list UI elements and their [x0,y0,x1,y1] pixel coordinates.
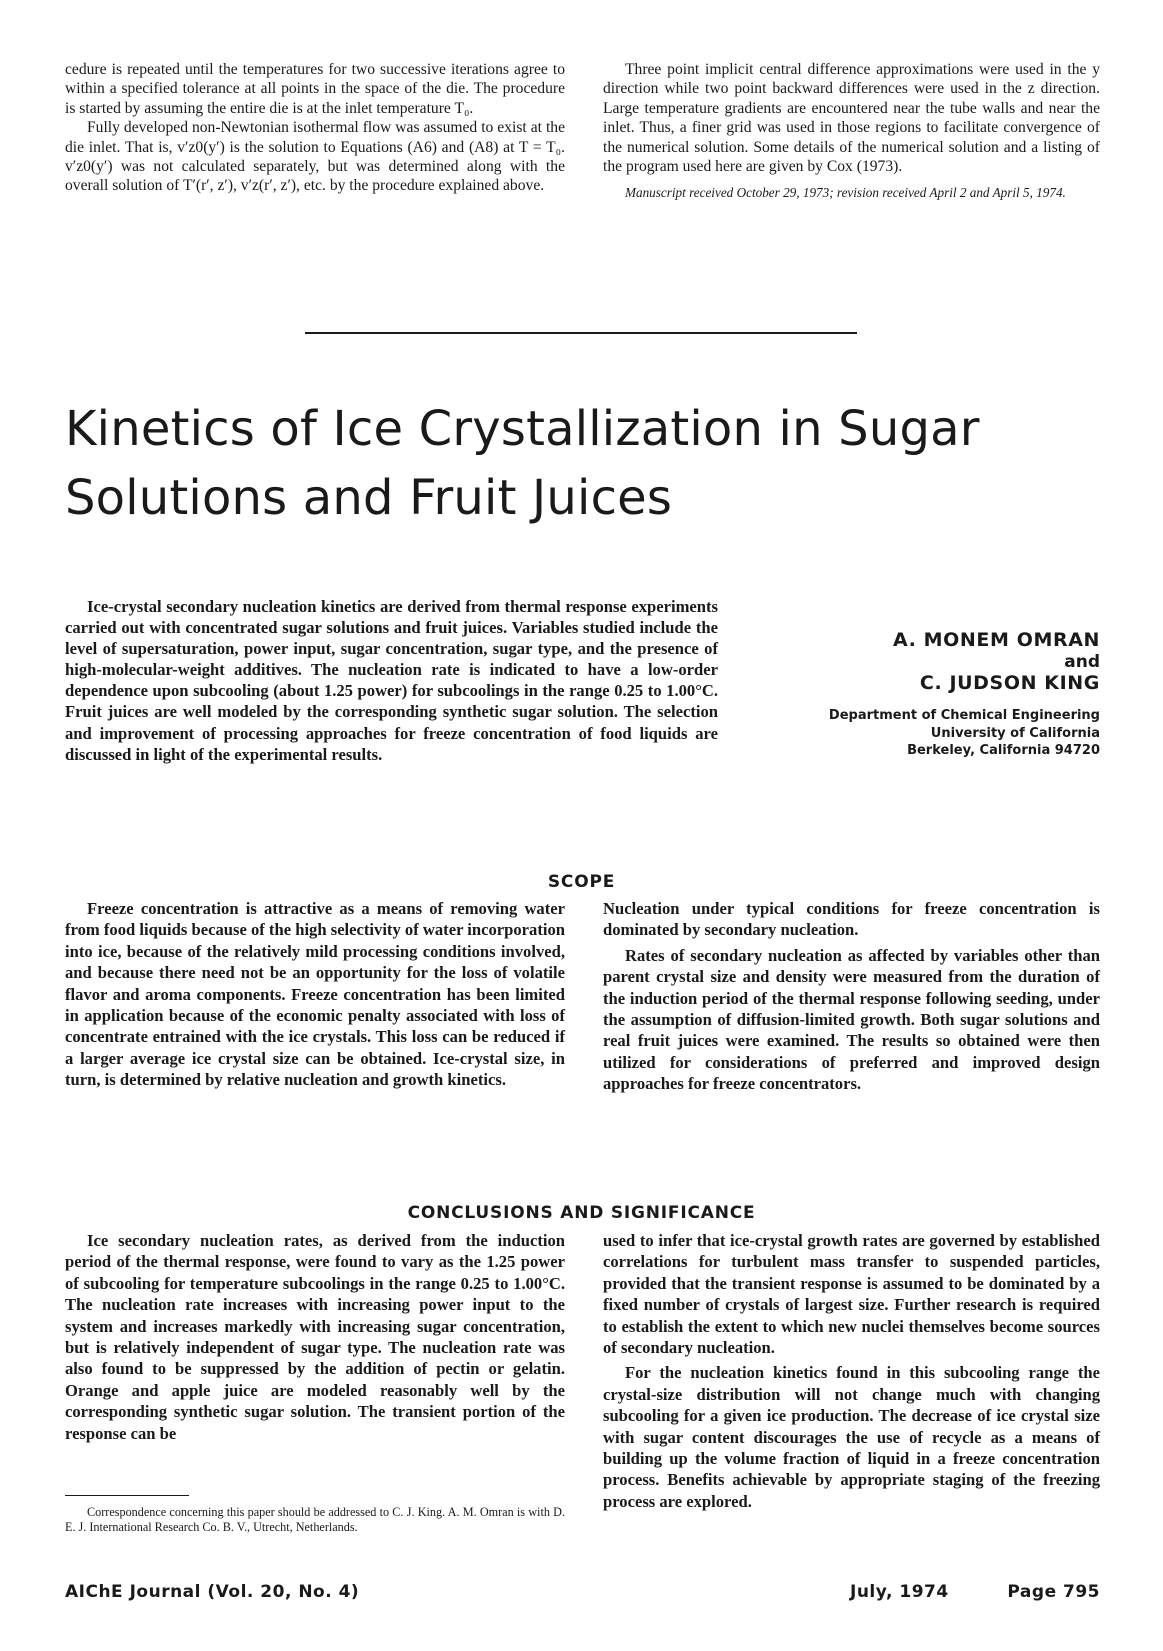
body-paragraph: Fully developed non-Newtonian isothermal flow was assumed to exist at the die inlet. That is, v′z0(y′) is the solution to Equations (A6) and (A8) at T = T₀. v′z0(y′) was not calculated separately, but was determined along with the overall solution of T′(r′, z′), v′z(r′, z′), etc. by the procedure explained above. [65,119,565,195]
affiliation-line: Berkeley, California 94720 [907,743,1100,758]
page-number: Page 795 [1007,1582,1100,1602]
body-paragraph: Rates of secondary nucleation as affected by variables other than parent crystal size and density were measured from the duration of the induction period of the thermal response following seeding, under the assumption of diffusion-limited growth. Both sugar solutions and real fruit juices were examined. The results so obtained were then utilized for considerations of preferred and improved design approaches for freeze concentrators. [603,945,1100,1094]
affiliation [780,707,1100,760]
author-block [780,628,1100,760]
footnote-divider [65,1495,189,1496]
body-paragraph: Freeze concentration is attractive as a means of removing water from food liquids because of the high selectivity of water incorporation into ice, because of the relatively mild processing conditions involved, and because there need not be an opportunity for the loss of volatile flavor and aroma components. Freeze concentration has been limited in application because of the economic penalty associated with loss of concentrate entrained with the ice crystals. This loss can be reduced if a larger average ice crystal size can be obtained. Ice-crystal size, in turn, is determined by relative nucleation and growth kinetics. [65,899,565,1090]
affiliation-line: University of California [930,725,1100,741]
journal-citation: AIChE Journal (Vol. 20, No. 4) [65,1582,360,1602]
correspondence-footnote: Correspondence concerning this paper should be addressed to C. J. King. A. M. Omran is with D. E. J. International Research Co. B. V., Utrecht, Netherlands. [65,1505,565,1534]
title-divider [305,332,857,334]
body-paragraph: Three point implicit central difference approximations were used in the y direction while two point backward differences were used in the z direction. Large temperature gradients are encountered near the tube walls and near the inlet. Thus, a finer grid was used in those regions to facilitate convergence of the numerical solution. Some details of the numerical solution and a listing of the program used here are given by Cox (1973). [603,61,1100,176]
body-paragraph: cedure is repeated until the temperatures for two successive iterations agree to within a specified tolerance at all points in the space of the die. The procedure is started by assuming the entire die is at the inlet temperature T₀. [65,61,565,117]
issue-date: July, 1974 [850,1582,949,1602]
affiliation-line: Department of Chemical Engineering [828,708,1100,723]
body-paragraph: For the nucleation kinetics found in this subcooling range the crystal-size distribution will not change much with changing subcooling for a given ice production. The decrease of ice crystal size with sugar content discourages the use of recycle as a means of building up the volume fraction of liquid in a freeze concentration process. Benefits achievable by appropriate staging of the freezing process are explored. [603,1363,1100,1511]
previous-article-right-column [603,60,1100,201]
author-conjunction: and [1064,652,1100,672]
abstract [65,596,718,765]
previous-article-left-column [65,60,565,196]
abstract-text: Ice-crystal secondary nucleation kinetics are derived from thermal response experiments carried out with concentrated sugar solutions and fruit juices. Variables studied include the level of supersaturation, power input, sugar concentration, sugar type, and the presence of high-molecular-weight additives. The nucleation rate is indicated to have a low-order dependence upon subcooling (about 1.25 power) for subcoolings in the range 0.25 to 1.00°C. Fruit juices are well modeled by the corresponding synthetic sugar solution. The selection and improvement of processing approaches for freeze concentration of food liquids are discussed in light of the experimental results. [65,597,718,764]
body-paragraph: Ice secondary nucleation rates, as derived from the induction period of the thermal response, were found to vary as the 1.25 power of subcooling for temperature subcoolings in the range 0.25 to 1.00°C. The nucleation rate increases with increasing power input to the system and increases markedly with increasing sugar concentration, but is relatively independent of sugar type. The nucleation rate was also found to be suppressed by the addition of pectin or gelatin. Orange and apple juice are modeled reasonably well by the corresponding synthetic sugar solution. The transient portion of the response can be [65,1231,565,1443]
body-paragraph: used to infer that ice-crystal growth rates are governed by established correlations for turbulent mass transfer to suspended particles, provided that the transient response is assumed to be dominated by a fixed number of crystals of largest size. Further research is required to establish the extent to which new nuclei themselves become sources of secondary nucleation. [603,1231,1100,1358]
conclusions-right-column [603,1230,1100,1512]
scope-heading: SCOPE [547,872,616,892]
body-paragraph: Nucleation under typical conditions for freeze concentration is dominated by secondary nucleation. [603,899,1100,940]
conclusions-left-column [65,1230,565,1444]
scope-right-column [603,898,1100,1095]
author-name: A. MONEM OMRAN [892,629,1100,651]
conclusions-heading: CONCLUSIONS AND SIGNIFICANCE [407,1203,756,1223]
manuscript-note: Manuscript received October 29, 1973; revision received April 2 and April 5, 1974. [625,185,1066,201]
scope-left-column [65,898,565,1091]
article-title: Kinetics of Ice Crystallization in Sugar Solutions and Fruit Juices [65,401,980,526]
author-name: C. JUDSON KING [919,672,1100,694]
